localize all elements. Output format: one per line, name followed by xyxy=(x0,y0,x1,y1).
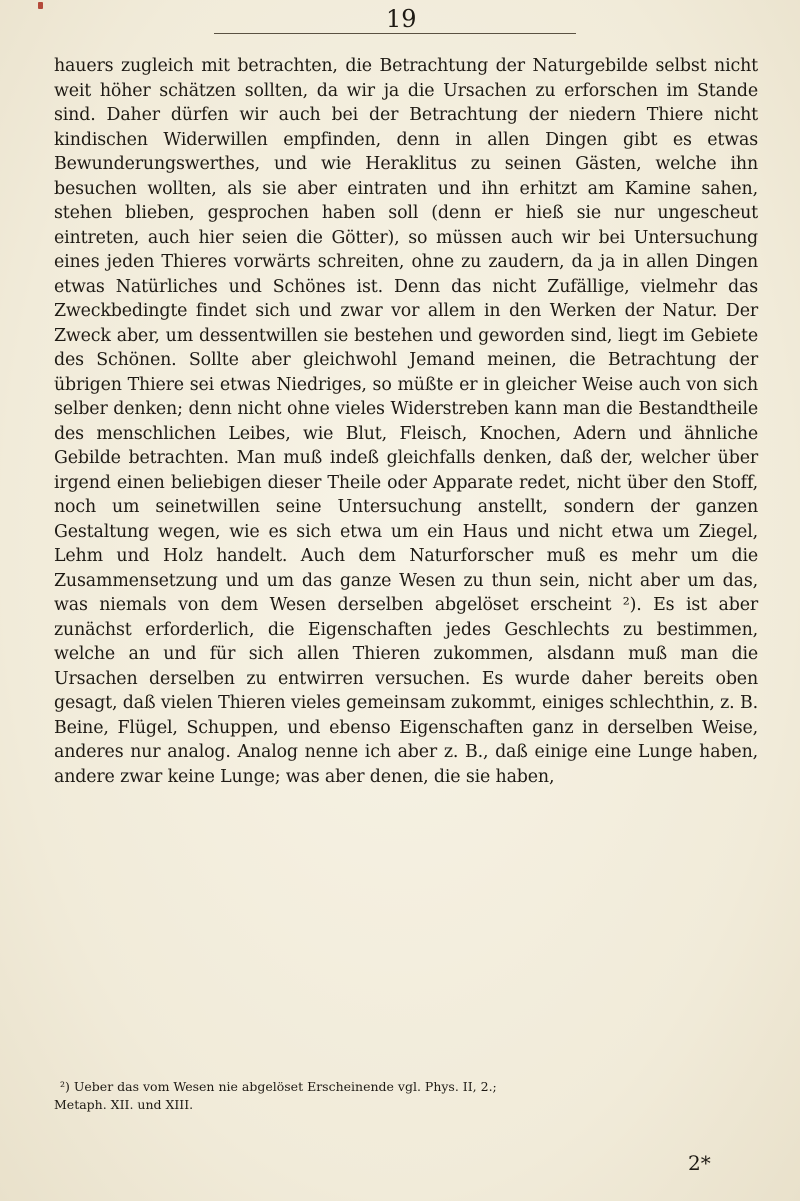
header-rule xyxy=(214,33,576,34)
paragraph: hauers zugleich mit betrachten, die Betrachtung der Naturgebilde selbst nicht weit höher schätzen sollten, da wir ja die Ursachen zu erforschen im Stande sind. Daher dürfen wir auch bei der Betrachtung der niedern Thiere nicht kindischen Widerwillen empfinden, denn in allen Dingen gibt es etwas Bewunderungswerthes, und wie Heraklitus zu seinen Gästen, welche ihn besuchen wollten, als sie aber eintraten und ihn erhitzt am Kamine sahen, stehen blieben, gesprochen haben soll (denn er hieß sie nur ungescheut eintreten, auch hier seien die Götter), so müssen auch wir bei Untersuchung eines jeden Thieres vorwärts schreiten, ohne zu zaudern, da ja in allen Dingen etwas Natürliches und Schönes ist. Denn das nicht Zufällige, vielmehr das Zweckbedingte findet sich und zwar vor allem in den Werken der Natur. Der Zweck aber, um dessentwillen sie bestehen und geworden sind, liegt im Gebiete des Schönen. Sollte aber gleichwohl Jemand meinen, die Betrachtung der übrigen Thiere sei etwas Niedriges, so müßte er in gleicher Weise auch von sich selber denken; denn nicht ohne vieles Widerstreben kann man die Bestandtheile des menschlichen Leibes, wie Blut, Fleisch, Knochen, Adern und ähnliche Gebilde betrachten. Man muß indeß gleichfalls denken, daß der, welcher über irgend einen beliebigen dieser Theile oder Apparate redet, nicht über den Stoff, noch um seinetwillen seine Untersuchung anstellt, sondern der ganzen Gestaltung wegen, wie es sich etwa um ein Haus und nicht etwa um Ziegel, Lehm und Holz handelt. Auch dem Naturforscher muß es mehr um die Zusammensetzung und um das ganze Wesen zu thun sein, nicht aber um das, was niemals von dem Wesen derselben abgelöset erscheint ²). Es ist aber zunächst erforderlich, die Eigenschaften jedes Geschlechts zu bestimmen, welche an und für sich allen Thieren zukommen, alsdann muß man die Ursachen derselben zu entwirren versuchen. Es wurde daher bereits oben gesagt, daß vielen Thieren vieles gemeinsam zukommt, einiges schlechthin, z. B. Beine, Flügel, Schuppen, und ebenso Eigenschaften ganz in derselben Weise, anderes nur analog. Analog nenne ich aber z. B., daß einige eine Lunge haben, andere zwar keine Lunge; was aber denen, die sie haben, xyxy=(54,56,758,787)
footnote-line: Metaph. XII. und XIII. xyxy=(54,1097,194,1112)
main-text xyxy=(54,54,758,789)
ink-mark xyxy=(38,2,43,9)
footnote xyxy=(54,1078,758,1114)
page-number: 19 xyxy=(386,5,417,33)
footnote-line: ²) Ueber das vom Wesen nie abgelöset Erscheinende vgl. Phys. II, 2.; xyxy=(60,1079,497,1094)
signature-mark: 2* xyxy=(688,1151,711,1175)
